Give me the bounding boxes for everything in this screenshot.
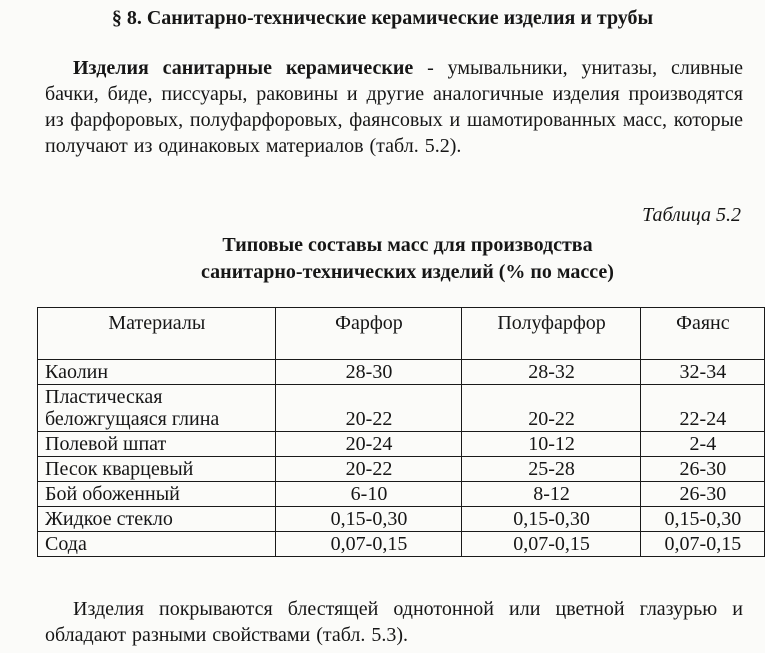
header-semi-porcelain: Полуфарфор xyxy=(462,308,640,360)
faience-cell: 26-30 xyxy=(640,457,764,482)
material-cell: Песок кварцевый xyxy=(38,457,276,482)
header-faience: Фаянс xyxy=(640,308,764,360)
outro-text: Изделия покрываются блестящей однотонной или цветной глазурью и обладают разными свойствами (табл. 5.3). xyxy=(45,598,743,646)
faience-cell: 32-34 xyxy=(640,360,764,385)
material-cell: Бой обоженный xyxy=(38,482,276,507)
porcelain-cell: 6-10 xyxy=(275,482,462,507)
table-header-row xyxy=(38,308,765,360)
semi-porcelain-cell: 0,07-0,15 xyxy=(462,532,640,557)
faience-cell: 22-24 xyxy=(640,385,764,432)
table-row xyxy=(38,385,765,432)
intro-paragraph xyxy=(45,55,743,159)
table-caption: Таблица 5.2 xyxy=(642,204,741,226)
semi-porcelain-cell: 10-12 xyxy=(462,432,640,457)
intro-text: - умывальники, унитазы, сливные бачки, биде, писсуары, раковины и другие аналогичные изделия производятся из фарфоровых, полуфарфоровых, фаянсовых и шамотированных масс, которые получают из одинаковых материалов (табл. 5.2). xyxy=(45,57,743,157)
faience-cell: 26-30 xyxy=(640,482,764,507)
semi-porcelain-cell: 8-12 xyxy=(462,482,640,507)
faience-cell: 0,15-0,30 xyxy=(640,507,764,532)
table-row xyxy=(38,457,765,482)
porcelain-cell: 20-22 xyxy=(275,385,462,432)
table-title-line-1: Типовые составы масс для производства xyxy=(222,234,593,256)
semi-porcelain-cell: 0,15-0,30 xyxy=(462,507,640,532)
porcelain-cell: 0,15-0,30 xyxy=(275,507,462,532)
section-heading: § 8. Санитарно-технические керамические изделия и трубы xyxy=(111,7,654,29)
intro-term: Изделия санитарные керамические xyxy=(73,57,414,79)
material-cell: Пластическая беложгущаяся глина xyxy=(38,385,276,432)
header-porcelain: Фарфор xyxy=(275,308,462,360)
header-materials: Материалы xyxy=(38,308,276,360)
table-row xyxy=(38,507,765,532)
table-row xyxy=(38,432,765,457)
material-cell: Каолин xyxy=(38,360,276,385)
material-cell: Сода xyxy=(38,532,276,557)
table-title-line-2: санитарно-технических изделий (% по массе) xyxy=(201,261,614,283)
semi-porcelain-cell: 28-32 xyxy=(462,360,640,385)
table-title xyxy=(0,232,765,286)
table-row xyxy=(38,360,765,385)
porcelain-cell: 20-24 xyxy=(275,432,462,457)
faience-cell: 0,07-0,15 xyxy=(640,532,764,557)
table-row xyxy=(38,532,765,557)
outro-paragraph xyxy=(45,596,743,648)
porcelain-cell: 28-30 xyxy=(275,360,462,385)
semi-porcelain-cell: 20-22 xyxy=(462,385,640,432)
composition-table xyxy=(37,307,765,557)
faience-cell: 2-4 xyxy=(640,432,764,457)
table-row xyxy=(38,482,765,507)
material-cell: Полевой шпат xyxy=(38,432,276,457)
material-cell: Жидкое стекло xyxy=(38,507,276,532)
semi-porcelain-cell: 25-28 xyxy=(462,457,640,482)
porcelain-cell: 20-22 xyxy=(275,457,462,482)
porcelain-cell: 0,07-0,15 xyxy=(275,532,462,557)
